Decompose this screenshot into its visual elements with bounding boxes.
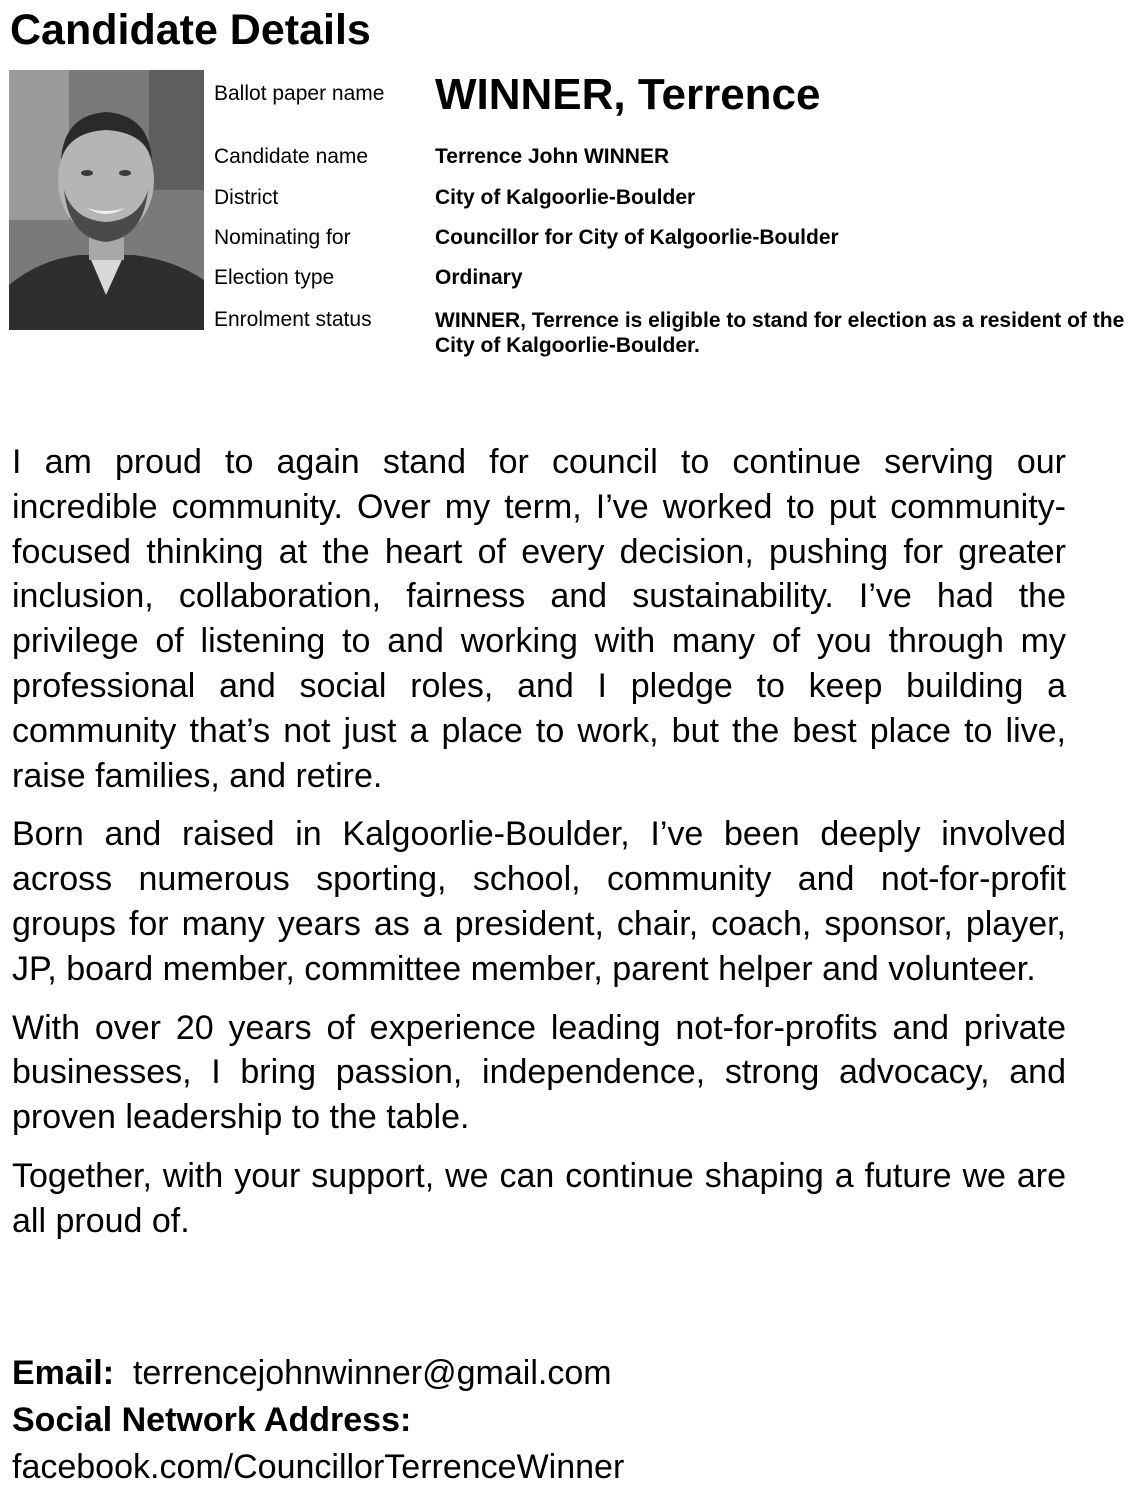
email-value: terrencejohnwinner@gmail.com [132, 1354, 612, 1392]
candidate-statement [12, 440, 1066, 1258]
statement-paragraph: Born and raised in Kalgoorlie-Boulder, I’ve been deeply involved across numerous sporting, school, community and not-for-profit groups for many years as a president, chair, coach, sponsor, player, JP, board member, committee member, parent helper and volunteer. [12, 815, 1066, 988]
email-line [12, 1350, 1112, 1397]
social-value: facebook.com/CouncillorTerrenceWinner [12, 1448, 625, 1486]
social-label: Social Network Address: [12, 1401, 412, 1439]
district-label: District [214, 186, 279, 209]
election-type-label: Election type [214, 266, 335, 289]
candidate-name-label: Candidate name [214, 145, 369, 168]
ballot-paper-name-value: WINNER, Terrence [435, 70, 821, 119]
statement-paragraph: Together, with your support, we can continue shaping a future we are all proud of. [12, 1156, 1066, 1240]
district-value: City of Kalgoorlie-Boulder [435, 186, 696, 209]
contact-details [12, 1350, 1112, 1491]
election-type-value: Ordinary [435, 266, 523, 289]
candidate-name-value: Terrence John WINNER [435, 145, 670, 168]
nominating-for-value: Councillor for City of Kalgoorlie-Boulder [435, 226, 839, 249]
email-label: Email: [12, 1354, 115, 1392]
page-title: Candidate Details [10, 6, 371, 54]
enrolment-status-label: Enrolment status [214, 308, 372, 331]
candidate-photo [9, 70, 204, 330]
statement-paragraph: With over 20 years of experience leading not-for-profits and private businesses, I bring passion, independence, strong advocacy, and proven leadership to the table. [12, 1008, 1066, 1137]
enrolment-status-value: WINNER, Terrence is eligible to stand for election as a resident of the City of Kalgoorlie-Boulder. [435, 309, 1125, 357]
ballot-paper-name-label: Ballot paper name [214, 82, 385, 105]
statement-paragraph: I am proud to again stand for council to continue serving our incredible community. Over my term, I’ve worked to put community-focused thinking at the heart of every decision, pushing for greater inclusion, collaboration, fairness and sustainability. I’ve had the privilege of listening to and working with many of you through my professional and social roles, and I pledge to keep building a community that’s not just a place to work, but the best place to live, raise families, and retire. [12, 443, 1066, 795]
nominating-for-label: Nominating for [214, 226, 351, 249]
